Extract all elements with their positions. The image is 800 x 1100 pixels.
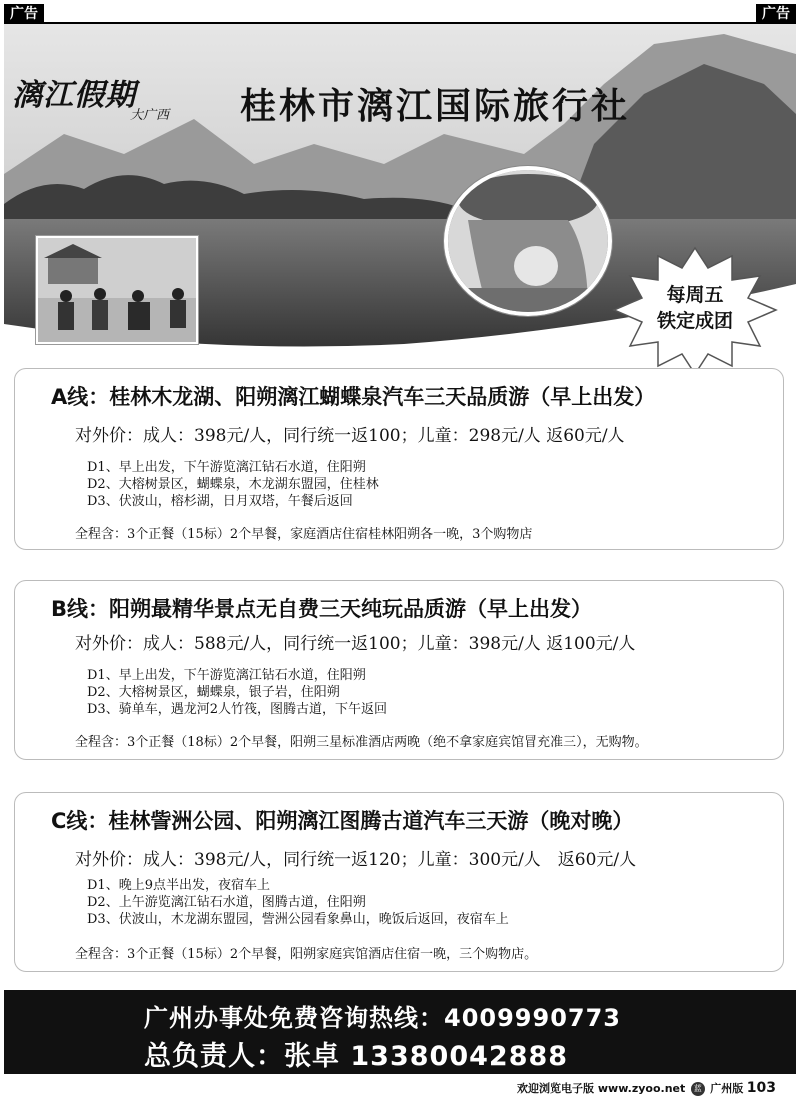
logo-main-text: 漓江假期	[12, 78, 136, 113]
ad-label-right: 广告	[756, 4, 796, 24]
route-card-a	[14, 368, 784, 550]
route-inclusions: 全程含：3个正餐（15标）2个早餐，家庭酒店住宿桂林阳朔各一晚，3个购物店	[75, 527, 533, 542]
route-itinerary	[87, 877, 509, 928]
route-price: 对外价：成人：588元/人，同行统一返100；儿童：398元/人 返100元/人	[75, 634, 636, 654]
itinerary-day: D2、上午游览漓江钻石水道，图腾古道，住阳朔	[87, 895, 366, 910]
route-inclusions: 全程含：3个正餐（18标）2个早餐，阳朔三星标准酒店两晚（绝不拿家庭宾馆冒充准三），无购物。	[75, 735, 648, 750]
itinerary-day: D1、早上出发，下午游览漓江钻石水道，住阳朔	[87, 668, 366, 683]
route-itinerary	[87, 459, 379, 510]
route-title: B线：阳朔最精华景点无自费三天纯玩品质游（早上出发）	[51, 597, 593, 621]
badge-line-2: 铁定成团	[656, 310, 733, 332]
route-card-b	[14, 580, 784, 760]
itinerary-day: D1、晚上9点半出发，夜宿车上	[87, 878, 270, 893]
rock-arch-image	[448, 170, 608, 312]
itinerary-day: D2、大榕树景区，蝴蝶泉，木龙湖东盟园，住桂林	[87, 477, 379, 492]
footer-site-text: 欢迎浏览电子版 www.zyoo.net	[517, 1082, 686, 1095]
elephant-trunk-hill-photo	[444, 166, 612, 316]
brand-logo	[12, 70, 192, 130]
footer-logo-icon: 蓝	[691, 1082, 705, 1096]
itinerary-day: D2、大榕树景区，蝴蝶泉，银子岩，住阳朔	[87, 685, 340, 700]
route-inclusions: 全程含：3个正餐（15标）2个早餐，阳朔家庭宾馆酒店住宿一晚，三个购物店。	[75, 947, 538, 962]
agency-title: 桂林市漓江国际旅行社	[240, 86, 631, 127]
itinerary-day: D3、伏波山，榕杉湖，日月双塔，午餐后返回	[87, 494, 353, 509]
page-number: 103	[746, 1080, 776, 1096]
route-title: A线：桂林木龙湖、阳朔漓江蝴蝶泉汽车三天品质游（早上出发）	[51, 385, 656, 409]
manager-contact: 总负责人：张卓 13380042888	[144, 1041, 569, 1072]
route-itinerary	[87, 667, 387, 718]
badge-line-1: 每周五	[666, 284, 724, 306]
itinerary-day: D3、伏波山，木龙湖东盟园，訾洲公园看象鼻山，晚饭后返回，夜宿车上	[87, 912, 509, 927]
ad-label-left: 广告	[4, 4, 44, 24]
hotline-banner	[4, 990, 796, 1074]
route-card-c	[14, 792, 784, 972]
route-price: 对外价：成人：398元/人，同行统一返120；儿童：300元/人 返60元/人	[75, 850, 637, 870]
logo-sub-text: 大广西	[130, 108, 170, 123]
hotline-number: 广州办事处免费咨询热线：4009990773	[144, 1004, 621, 1032]
itinerary-day: D1、早上出发，下午游览漓江钻石水道，住阳朔	[87, 460, 366, 475]
weekly-departure-badge	[610, 246, 780, 376]
route-title: C线：桂林訾洲公园、阳朔漓江图腾古道汽车三天游（晚对晚）	[51, 809, 634, 833]
dance-photo	[36, 236, 198, 344]
route-price: 对外价：成人：398元/人，同行统一返100；儿童：298元/人 返60元/人	[75, 426, 625, 446]
page-footer	[517, 1080, 776, 1096]
itinerary-day: D3、骑单车，遇龙河2人竹筏，图腾古道，下午返回	[87, 702, 387, 717]
footer-edition: 广州版	[710, 1082, 744, 1095]
folk-dance-image	[38, 238, 196, 342]
